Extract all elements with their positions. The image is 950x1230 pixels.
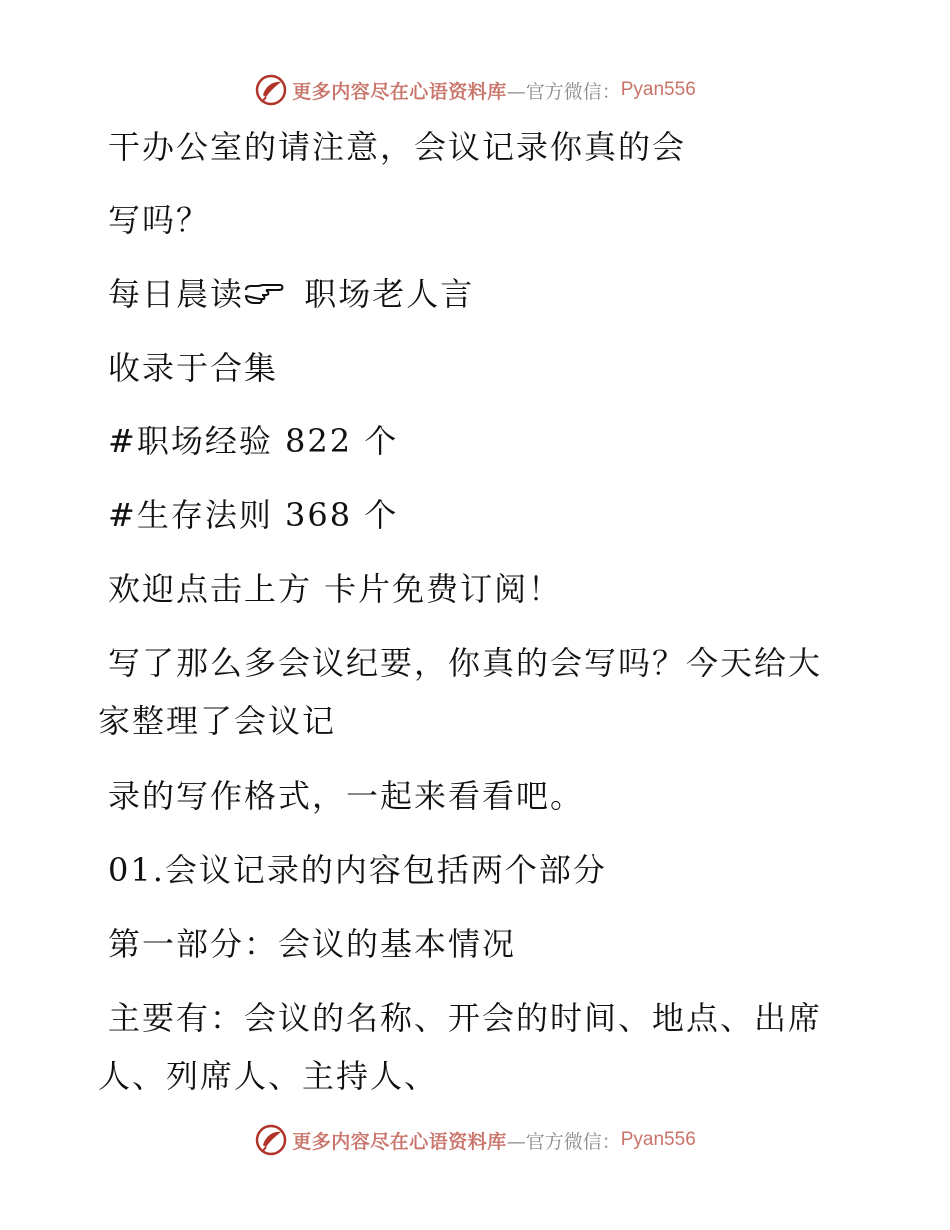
banner-wechat-id: Pyan556 bbox=[620, 1129, 696, 1150]
text-line-morning-reading bbox=[108, 274, 474, 314]
footer-banner bbox=[0, 1120, 950, 1160]
text-line: 人、列席人、主持人、 bbox=[98, 1057, 439, 1095]
logo-icon bbox=[254, 1123, 288, 1157]
text-line: 录的写作格式，一起来看看吧。 bbox=[108, 777, 585, 815]
banner-dash: —官方微信： bbox=[506, 80, 621, 103]
banner-title: 更多内容尽在心语资料库 bbox=[292, 1130, 507, 1153]
text-line: 第一部分：会议的基本情况 bbox=[108, 925, 517, 963]
text-line: 写吗？ bbox=[108, 201, 211, 239]
banner-wechat-id: Pyan556 bbox=[620, 79, 696, 100]
text-line: 家整理了会议记 bbox=[98, 702, 337, 740]
banner-dash: —官方微信： bbox=[506, 1130, 621, 1153]
text-line: 主要有：会议的名称、开会的时间、地点、出席 bbox=[108, 999, 823, 1037]
pointing-hand-icon bbox=[244, 282, 284, 308]
text-line: 写了那么多会议纪要，你真的会写吗？今天给大 bbox=[108, 644, 823, 682]
text-line: 收录于合集 bbox=[108, 349, 279, 387]
text-segment: 每日晨读 bbox=[108, 275, 245, 313]
section-heading: 01.会议记录的内容包括两个部分 bbox=[108, 851, 607, 889]
text-line: 欢迎点击上方 卡片免费订阅！ bbox=[108, 570, 563, 608]
banner-title: 更多内容尽在心语资料库 bbox=[292, 80, 507, 103]
logo-icon bbox=[254, 73, 288, 107]
tag-line-survival[interactable]: #生存法则 368 个 bbox=[108, 496, 399, 534]
tag-line-workplace[interactable]: #职场经验 822 个 bbox=[108, 422, 399, 460]
text-segment: 职场老人言 bbox=[304, 275, 475, 313]
text-line: 干办公室的请注意，会议记录你真的会 bbox=[108, 128, 687, 166]
header-banner bbox=[0, 70, 950, 110]
